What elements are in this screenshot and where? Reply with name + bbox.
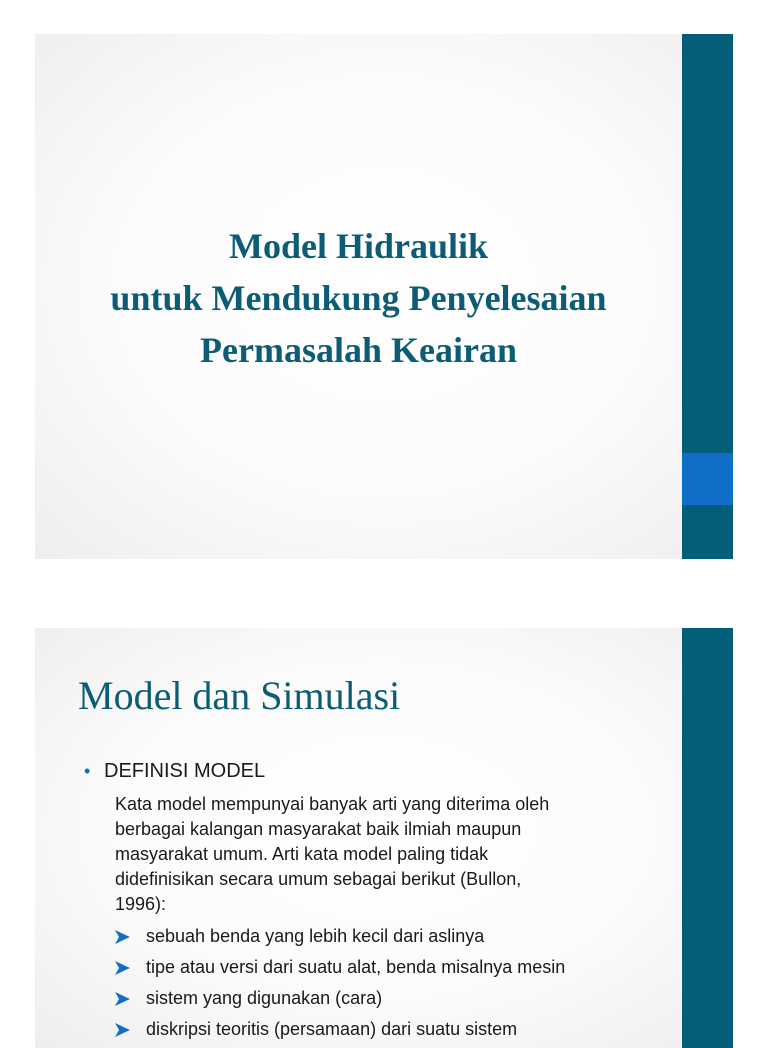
paragraph-line: berbagai kalangan masyarakat baik ilmiah maupun	[115, 819, 522, 839]
list-item-text: diskripsi teoritis (persamaan) dari suatu sistem	[146, 1019, 518, 1039]
list-item-text: sebuah benda yang lebih kecil dari aslinya	[146, 926, 485, 946]
paragraph-line: Kata model mempunyai banyak arti yang diterima oleh	[115, 794, 550, 814]
arrowhead-bullet-icon	[115, 961, 130, 975]
definition-paragraph	[115, 792, 654, 917]
list-item	[115, 921, 654, 952]
bullet-dot-icon: •	[84, 761, 91, 781]
arrowhead-bullet-icon	[115, 992, 130, 1006]
list-item	[115, 1014, 654, 1045]
paragraph-line: 1996):	[115, 894, 167, 914]
arrowhead-bullet-icon	[115, 930, 130, 944]
slide-body	[84, 756, 654, 1045]
slide-title-line-2: untuk Mendukung Penyelesaian	[110, 278, 607, 318]
paragraph-line: didefinisikan secara umum sebagai berikut (Bullon,	[115, 869, 522, 889]
slide-heading: Model dan Simulasi	[78, 673, 401, 718]
slide-title	[35, 220, 682, 376]
side-accent-block	[682, 453, 733, 505]
title-slide	[35, 34, 733, 559]
list-item-text: sistem yang digunakan (cara)	[146, 988, 383, 1008]
slide-title-line-3: Permasalah Keairan	[200, 330, 517, 370]
list-item-text: tipe atau versi dari suatu alat, benda misalnya mesin	[146, 957, 566, 977]
definition-list	[115, 921, 654, 1045]
bullet-item	[84, 756, 654, 786]
slide-title-line-1: Model Hidraulik	[228, 226, 489, 266]
list-item	[115, 952, 654, 983]
content-slide	[35, 628, 733, 1048]
arrowhead-bullet-icon	[115, 1023, 130, 1037]
paragraph-line: masyarakat umum. Arti kata model paling tidak	[115, 844, 489, 864]
list-item	[115, 983, 654, 1014]
side-accent-bar	[682, 628, 733, 1048]
bullet-text: DEFINISI MODEL	[104, 760, 266, 782]
